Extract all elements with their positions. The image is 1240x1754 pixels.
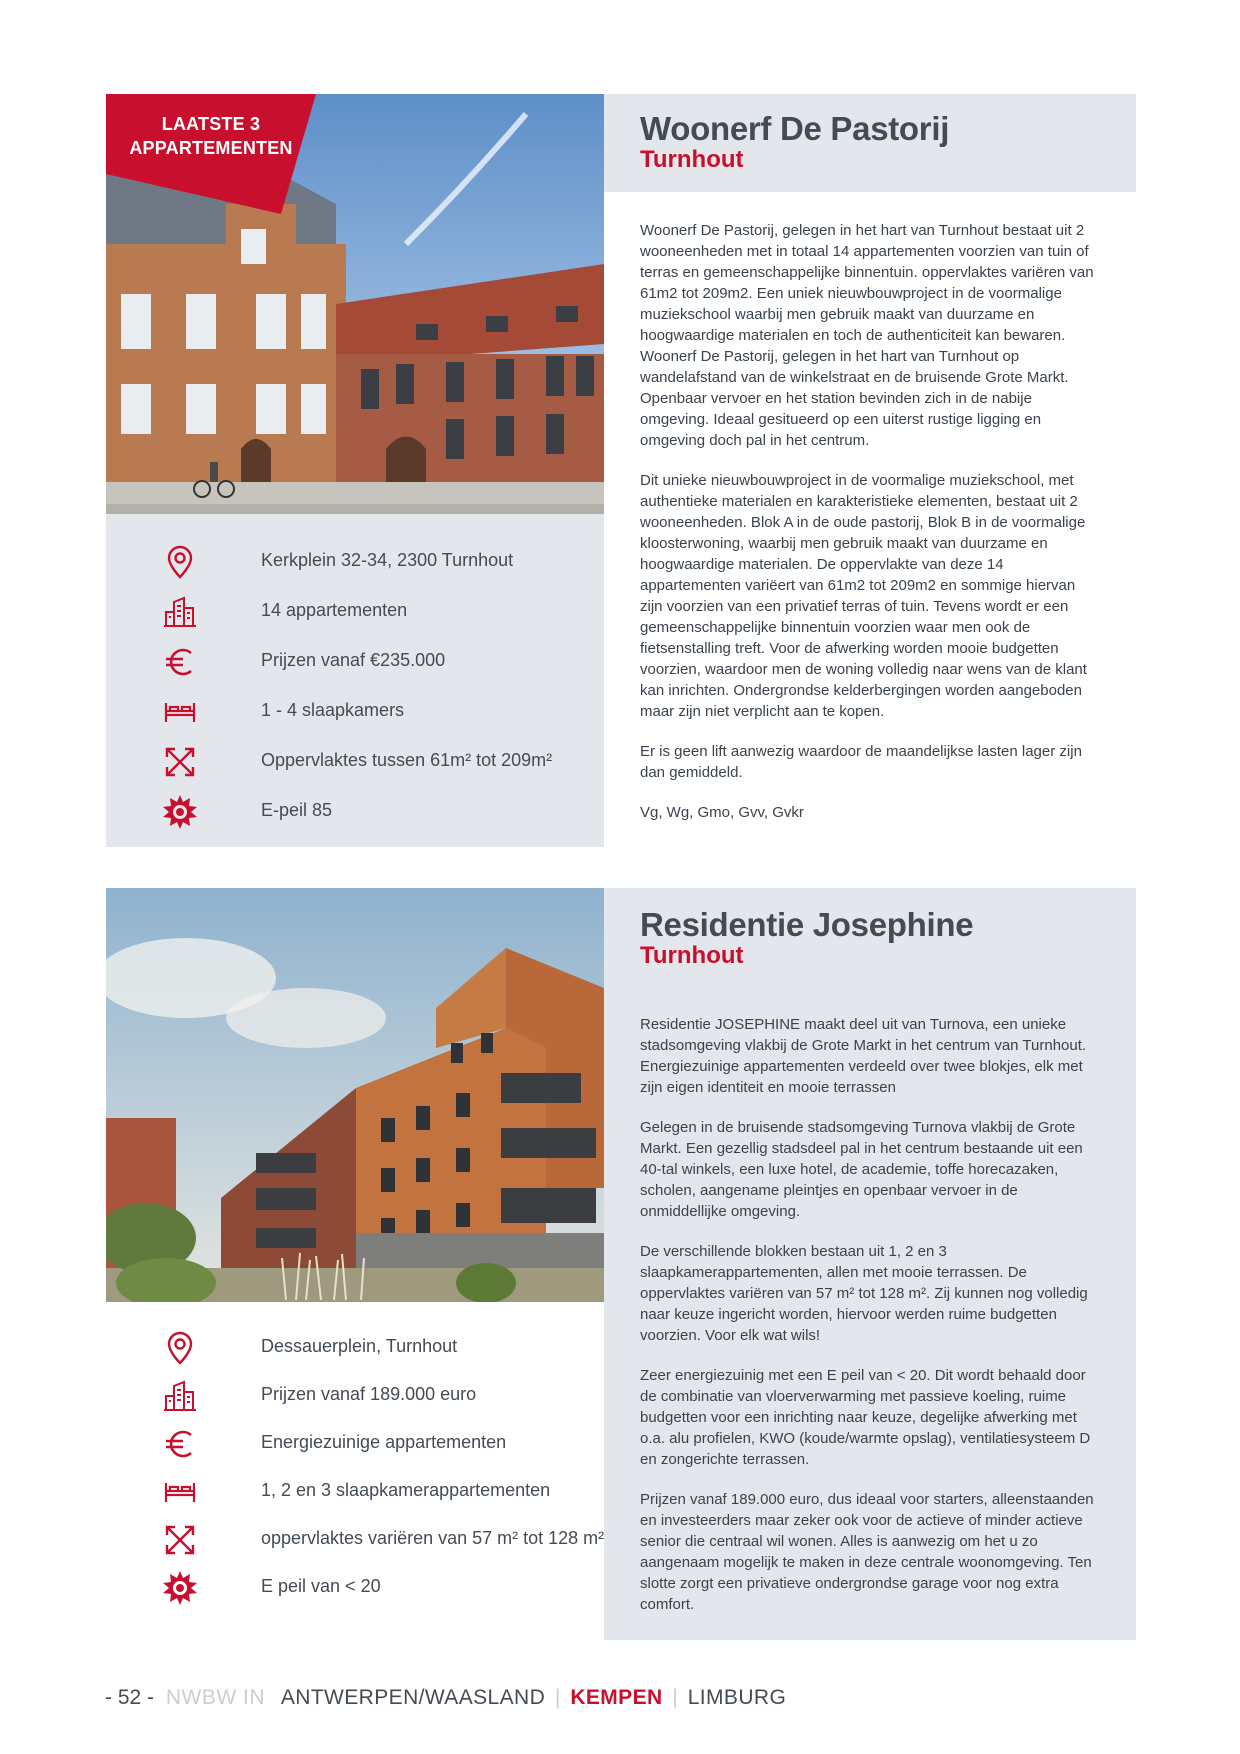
description-paragraph: De verschillende blokken bestaan uit 1, 2 en 3 slaapkamerappartementen, allen met mooie terrassen. De oppervlaktes variëren van 57 m² tot 128 m². Zij kunnen nog volledig naar keuze ingericht worden, hiervoor werden ruime budgetten voorzien. Voor elk wat wils!: [640, 1243, 1088, 1344]
project-title: Woonerf De Pastorij: [640, 110, 950, 147]
feature-item: [162, 1522, 605, 1562]
project-2-photo: [106, 888, 604, 1302]
expand-arrows-icon: [162, 1522, 198, 1558]
footer-brand: NWBW IN: [165, 1686, 266, 1709]
feature-label: Oppervlaktes tussen 61m² tot 209m²: [261, 750, 553, 770]
footer-region: ANTWERPEN/WAASLAND: [280, 1686, 546, 1709]
euro-icon: [162, 1426, 198, 1462]
feature-item: [162, 1330, 562, 1370]
feature-item: [162, 1570, 562, 1610]
footer-region-active: KEMPEN: [570, 1686, 663, 1709]
project-1-features: [106, 514, 604, 847]
description-paragraph: Prijzen vanaf 189.000 euro, dus ideaal voor starters, alleenstaanden en investeerders maar zeker ook voor de actieve of minder actieve senior die centraal wil wonen. Alles is aanwezig om het u zo aangenaam mogelijk te maken in deze centrale woonomgeving. Ten slotte zorgt een privatieve ondergrondse garage voor nog extra comfort.: [640, 1491, 1094, 1613]
building-icon: [162, 1378, 198, 1414]
feature-item: [162, 1474, 562, 1514]
feature-label: oppervlaktes variëren van 57 m² tot 128 m²: [261, 1528, 605, 1548]
feature-label: Energiezuinige appartementen: [261, 1432, 507, 1452]
feature-label: E-peil 85: [261, 800, 333, 820]
project-title: Residentie Josephine: [640, 906, 974, 943]
feature-item: [162, 644, 562, 684]
building-icon: [162, 594, 198, 630]
description-paragraph: Zeer energiezuinig met een E peil van < 20. Dit wordt behaald door de combinatie van vloerverwarming met passieve koeling, ruime budgetten voor een inrichting naar keuze, degelijke afwerking met o.a. alu profielen, KWO (koude/warmte opslag), ventilatiesysteem D en zongerichte terrassen.: [640, 1367, 1091, 1468]
badge-label: LAATSTE 3 APPARTEMENTEN: [129, 114, 293, 158]
bed-icon: [162, 694, 198, 730]
bed-icon: [162, 1474, 198, 1510]
feature-item: [162, 1378, 562, 1418]
project-2-features: [106, 1330, 604, 1630]
location-pin-icon: [162, 544, 198, 580]
feature-item: [162, 544, 562, 584]
page-number: - 52 -: [105, 1686, 155, 1709]
project-city: Turnhout: [640, 942, 744, 969]
footer-separator: |: [672, 1686, 678, 1709]
description-paragraph: Woonerf De Pastorij, gelegen in het hart van Turnhout bestaat uit 2 wooneenheden met in totaal 14 appartementen voorzien van tuin of terras en gemeenschappelijke binnentuin. oppervlaktes variëren van 61m2 tot 209m2. Een uniek nieuwbouwproject in de voormalige muziekschool waarbij men gebruik maakt van duurzame en hoogwaardige materialen en toch de authenticiteit kan bewaren. Woonerf De Pastorij, gelegen in het hart van Turnhout op wandelafstand van de winkelstraat en de bruisende Grote Markt. Openbaar vervoer en het station bevinden zich in de nabije omgeving. Ideaal gesitueerd op een uiterst rustige ligging en omgeving doch pal in het centrum.: [640, 222, 1094, 449]
footer-separator: |: [555, 1686, 561, 1709]
feature-item: [162, 694, 562, 734]
feature-label: 1 - 4 slaapkamers: [261, 700, 405, 720]
location-pin-icon: [162, 1330, 198, 1366]
footer-region: LIMBURG: [687, 1686, 787, 1709]
feature-label: Prijzen vanaf €235.000: [261, 650, 446, 670]
description-paragraph: Residentie JOSEPHINE maakt deel uit van Turnova, een unieke stadsomgeving vlakbij de Grote Markt in het centrum van Turnhout. Energiezuinige appartementen verdeeld over twee blokjes, elk met zijn eigen identiteit en mooie terrassen: [640, 1016, 1087, 1096]
page-footer: [105, 1686, 786, 1710]
project-city: Turnhout: [640, 146, 744, 173]
feature-label: Kerkplein 32-34, 2300 Turnhout: [261, 550, 514, 570]
sun-energy-icon: [162, 1570, 198, 1606]
feature-item: [162, 794, 562, 834]
feature-label: Prijzen vanaf 189.000 euro: [261, 1384, 477, 1404]
euro-icon: [162, 644, 198, 680]
description-paragraph: Er is geen lift aanwezig waardoor de maandelijkse lasten lager zijn dan gemiddeld.: [640, 743, 1082, 781]
feature-label: 14 appartementen: [261, 600, 408, 620]
description-paragraph: Gelegen in de bruisende stadsomgeving Turnova vlakbij de Grote Markt. Een gezellig stadsdeel pal in het centrum bestaande uit een 40-tal winkels, een luxe hotel, de academie, toffe horecazaken, scholen, aangename pleintjes en openbaar vervoer in de onmiddellijke omgeving.: [640, 1119, 1083, 1220]
project-1-photo: [106, 94, 604, 514]
sun-energy-icon: [162, 794, 198, 830]
feature-label: 1, 2 en 3 slaapkamerappartementen: [261, 1480, 551, 1500]
feature-item: [162, 1426, 562, 1466]
feature-label: E peil van < 20: [261, 1576, 381, 1596]
feature-item: [162, 594, 562, 634]
feature-label: Dessauerplein, Turnhout: [261, 1336, 458, 1356]
project-1-description: [640, 220, 1095, 842]
description-paragraph: Vg, Wg, Gmo, Gvv, Gvkr: [640, 804, 804, 821]
project-1-title-bar: [604, 94, 1136, 192]
expand-arrows-icon: [162, 744, 198, 780]
description-paragraph: Dit unieke nieuwbouwproject in de voormalige muziekschool, met authentieke materialen en karakteristieke elementen, bestaat uit 2 wooneenheden. Blok A in de oude pastorij, Blok B in de voormalige kloosterwoning, waarbij men gebruik maakt van duurzame en hoogwaardige materialen. De oppervlakte van deze 14 appartementen variëert van 61m2 tot 209m2 en sommige hiervan zijn voorzien van een privatief terras of tuin. Tevens wordt er een gemeenschappelijke binnentuin voorzien waar men ook de fietsenstalling treft. Voor de afwerking worden mooie budgetten voorzien, waardoor men de woning volledig naar wens van de klant kan inrichten. Ondergrondse kelderbergingen worden aangeboden maar zijn niet verplicht aan te kopen.: [640, 472, 1087, 720]
feature-item: [162, 744, 562, 784]
project-2-description: [640, 1014, 1095, 1634]
